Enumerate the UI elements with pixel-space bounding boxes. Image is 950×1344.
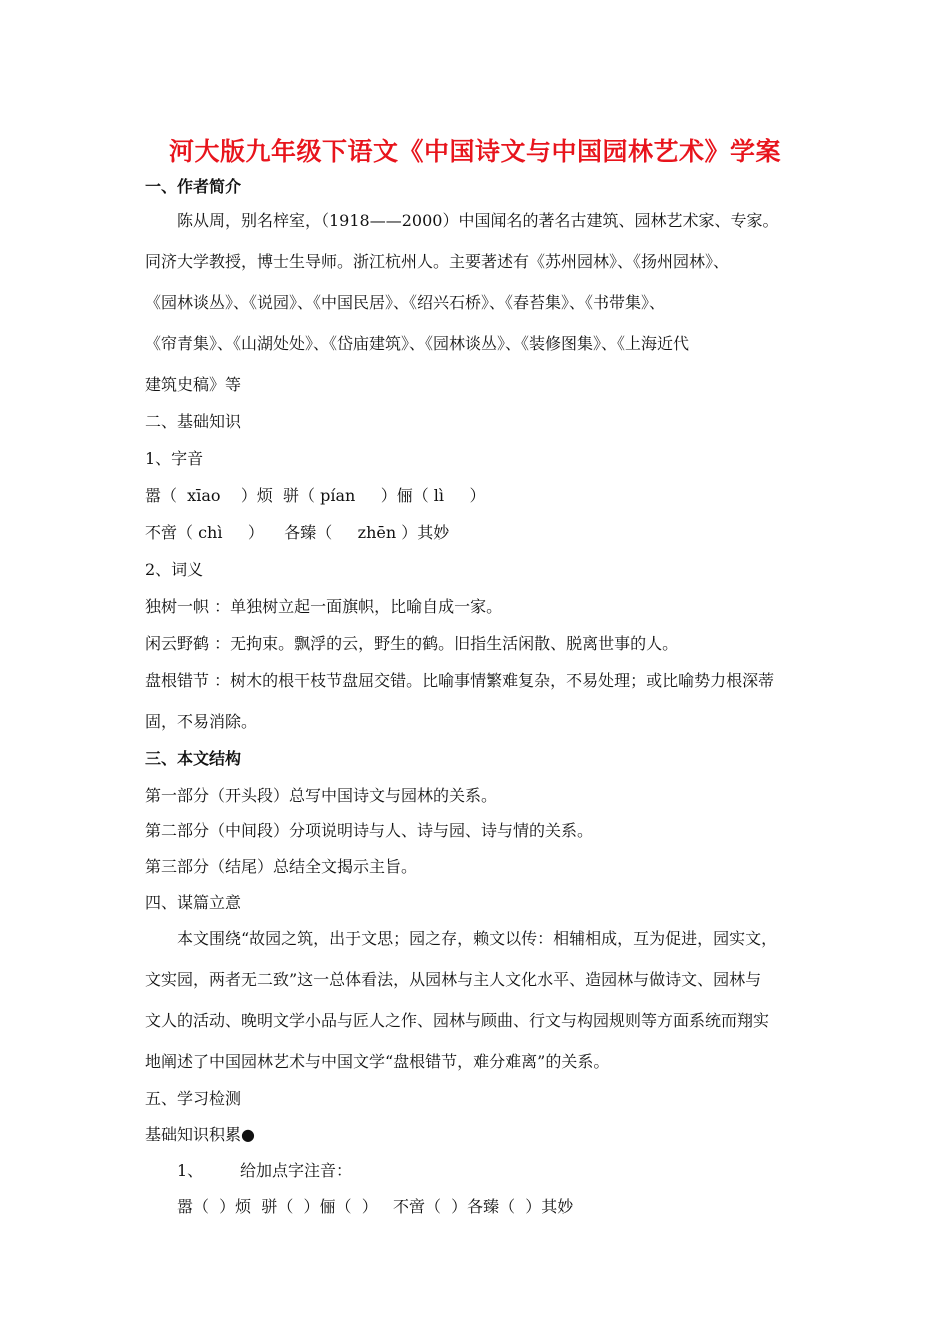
structure-part-1: 第一部分（开头段）总写中国诗文与园林的关系。 [145, 786, 498, 805]
structure-part-3: 第三部分（结尾）总结全文揭示主旨。 [145, 857, 418, 876]
author-line-1: 陈从周，别名梓室，（1918——2000）中国闻名的著名古建筑、园林艺术家、专家。 [177, 211, 779, 230]
author-line-2: 同济大学教授，博士生导师。浙江杭州人。主要著述有《苏州园林》、《扬州园林》、 [145, 252, 730, 271]
definition-1: 独树一帜 ：单独树立起一面旗帜，比喻自成一家。 [145, 597, 503, 616]
pronunciation-line-1: 嚣（ xīao ）烦 骈（ pían ）俪（ lì ） [145, 486, 486, 505]
intent-line-1: 本文围绕“故园之筑，出于文思；园之存，赖文以传：相辅相成，互为促进，园实文， [177, 929, 778, 948]
section-intent-heading: 四、谋篇立意 [145, 893, 242, 912]
question-1-items: 嚣（ ）烦 骈（ ）俪（ ） 不啻（ ）各臻（ ）其妙 [177, 1197, 574, 1216]
question-1-number: 1、 [177, 1161, 204, 1180]
document-title: 河大版九年级下语文《中国诗文与中国园林艺术》学案 [168, 137, 781, 166]
vocabulary-heading: 2、词义 [145, 560, 204, 579]
author-line-3: 《园林谈丛》、《说园》、《中国民居》、《绍兴石桥》、《春苔集》、《书带集》、 [145, 293, 666, 312]
author-line-5: 建筑史稿》等 [145, 375, 242, 394]
test-subheading: 基础知识积累● [145, 1125, 255, 1144]
question-1-text: 给加点字注音： [240, 1161, 353, 1180]
pronunciation-heading: 1、字音 [145, 449, 204, 468]
structure-part-2: 第二部分（中间段）分项说明诗与人、诗与园、诗与情的关系。 [145, 821, 594, 840]
section-basics-heading: 二、基础知识 [145, 412, 242, 431]
intent-line-3: 文人的活动、晚明文学小品与匠人之作、园林与顾曲、行文与构园规则等方面系统而翔实 [145, 1011, 770, 1030]
intent-line-2: 文实园，两者无二致”这一总体看法，从园林与主人文化水平、造园林与做诗文、园林与 [145, 970, 762, 989]
author-line-4: 《帘青集》、《山湖处处》、《岱庙建筑》、《园林谈丛》、《装修图集》、《上海近代 [145, 334, 690, 353]
intent-line-4: 地阐述了中国园林艺术与中国文学“盘根错节，难分难离”的关系。 [145, 1052, 610, 1071]
definition-3b: 固，不易消除。 [145, 712, 258, 731]
definition-2: 闲云野鹤 ：无拘束。飘浮的云，野生的鹤。旧指生活闲散、脱离世事的人。 [145, 634, 679, 653]
pronunciation-line-2: 不啻（ chì ） 各臻（ zhēn ）其妙 [145, 523, 450, 542]
definition-3a: 盘根错节 ：树木的根干枝节盘屈交错。比喻事情繁难复杂，不易处理；或比喻势力根深蒂 [145, 671, 775, 690]
section-test-heading: 五、学习检测 [145, 1089, 242, 1108]
section-author-heading: 一、作者简介 [145, 177, 242, 196]
section-structure-heading: 三、本文结构 [145, 749, 242, 768]
